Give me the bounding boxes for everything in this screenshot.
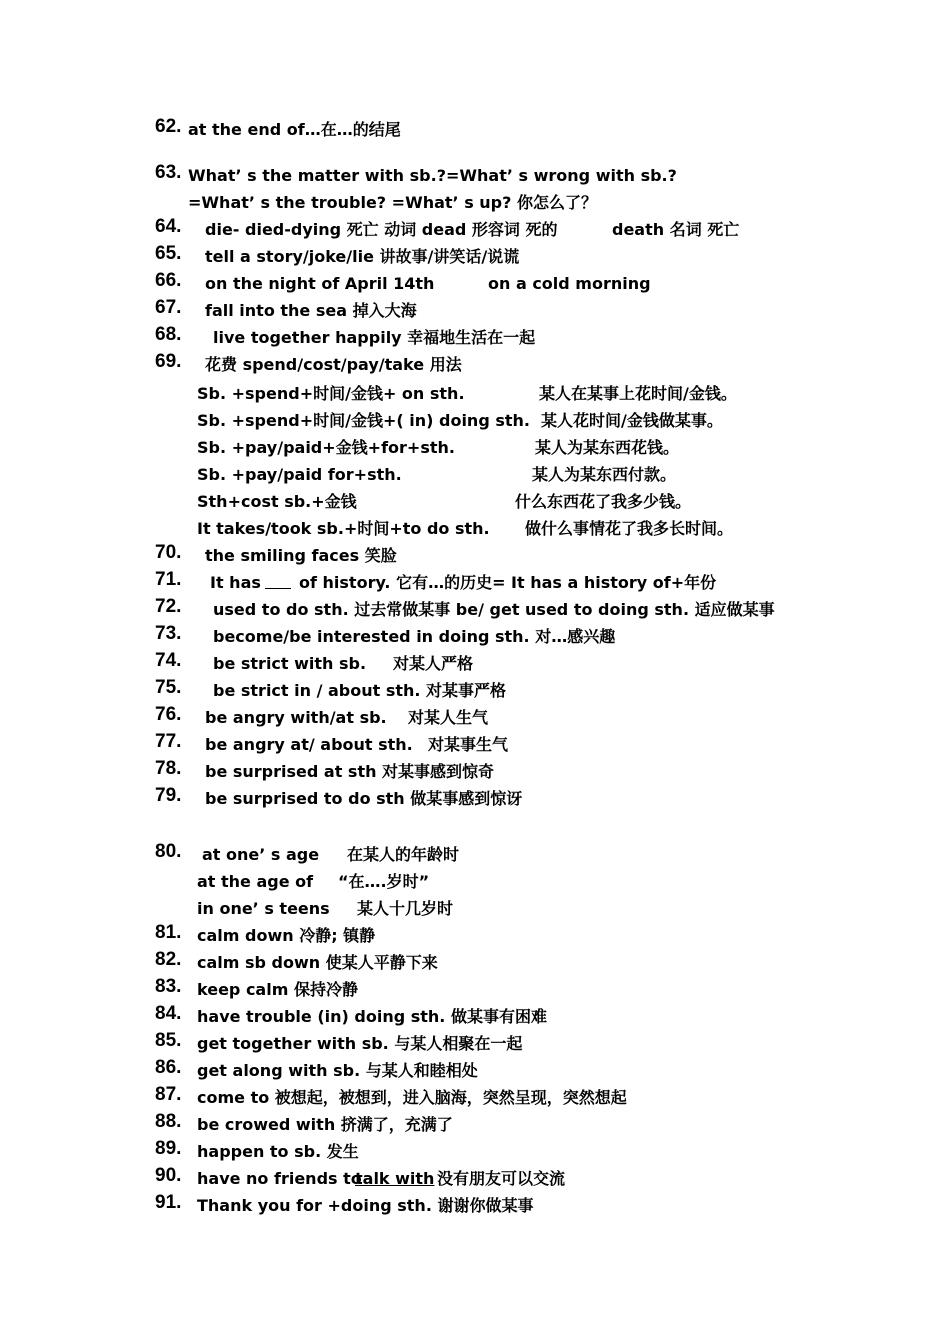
line-text: 没有朋友可以交流	[437, 1169, 566, 1188]
line-text: be strict with sb.	[213, 654, 367, 673]
item-number: 62.	[155, 116, 182, 137]
line-text: What’ s the matter with sb.?=What’ s wrong with sb.?	[188, 166, 677, 185]
document-line	[0, 785, 950, 811]
line-text: the smiling faces 笑脸	[205, 546, 397, 565]
line-text: Thank you for +doing sth. 谢谢你做某事	[197, 1196, 534, 1215]
line-text: 什么东西花了我多少钱。	[515, 492, 692, 511]
document-line	[0, 461, 950, 487]
line-text: 对某人严格	[393, 654, 474, 673]
line-text: be angry at/ about sth.	[205, 735, 413, 754]
line-text: be surprised to do sth 做某事感到惊讶	[205, 789, 523, 808]
document-line	[0, 243, 950, 269]
item-number: 70.	[155, 542, 182, 563]
line-text: get along with sb. 与某人和睦相处	[197, 1061, 478, 1080]
line-text: talk with	[355, 1169, 435, 1188]
line-text: 对某人生气	[408, 708, 489, 727]
line-text: 做什么事情花了我多长时间。	[525, 519, 734, 538]
item-number: 68.	[155, 324, 182, 345]
line-text: keep calm 保持冷静	[197, 980, 358, 999]
line-text: be strict in / about sth. 对某事严格	[213, 681, 507, 700]
document-line	[0, 949, 950, 975]
item-number: 80.	[155, 841, 182, 862]
document-line	[0, 407, 950, 433]
item-number: 78.	[155, 758, 182, 779]
document-line	[0, 1165, 950, 1191]
line-text: used to do sth. 过去常做某事 be/ get used to doing sth. 适应做某事	[213, 600, 775, 619]
line-text: get together with sb. 与某人相聚在一起	[197, 1034, 523, 1053]
line-text: happen to sb. 发生	[197, 1142, 359, 1161]
document-line	[0, 704, 950, 730]
document-line	[0, 216, 950, 242]
line-text: have trouble (in) doing sth. 做某事有困难	[197, 1007, 547, 1026]
document-line	[0, 976, 950, 1002]
line-text: on a cold morning	[488, 274, 651, 293]
line-text: Sth+cost sb.+金钱	[197, 492, 357, 511]
line-text: 对某事生气	[428, 735, 509, 754]
item-number: 81.	[155, 922, 182, 943]
line-text: 在某人的年龄时	[347, 845, 460, 864]
item-number: 86.	[155, 1057, 182, 1078]
document-line	[0, 569, 950, 595]
item-number: 91.	[155, 1192, 182, 1213]
line-text: fall into the sea 掉入大海	[205, 301, 417, 320]
line-text: 某人花时间/金钱做某事。	[541, 411, 723, 430]
document-line	[0, 841, 950, 867]
line-text: have no friends to	[197, 1169, 362, 1188]
line-text: live together happily 幸福地生活在一起	[213, 328, 536, 347]
item-number: 71.	[155, 569, 182, 590]
item-number: 88.	[155, 1111, 182, 1132]
document-line	[0, 1084, 950, 1110]
item-number: 87.	[155, 1084, 182, 1105]
line-text: in one’ s teens	[197, 899, 330, 918]
line-text: It has	[210, 573, 261, 592]
line-text: It takes/took sb.+时间+to do sth.	[197, 519, 490, 538]
line-text: come to 被想起，被想到，进入脑海，突然呈现，突然想起	[197, 1088, 627, 1107]
document-line	[0, 1003, 950, 1029]
document-line	[0, 1138, 950, 1164]
line-text: be crowed with 挤满了，充满了	[197, 1115, 453, 1134]
item-number: 84.	[155, 1003, 182, 1024]
document-line	[0, 1111, 950, 1137]
line-text: Sb. +spend+时间/金钱+( in) doing sth.	[197, 411, 530, 430]
item-number: 83.	[155, 976, 182, 997]
line-text: of history. 它有…的历史= It has a history of+年份	[299, 573, 717, 592]
line-text: 某人在某事上花时间/金钱。	[539, 384, 737, 403]
line-text: death 名词 死亡	[612, 220, 740, 239]
line-text: 某人十几岁时	[357, 899, 454, 918]
line-text: at one’ s age	[202, 845, 320, 864]
document-line	[0, 1030, 950, 1056]
line-text: 某人为某东西花钱。	[535, 438, 680, 457]
line-text: 花费 spend/cost/pay/take 用法	[205, 355, 462, 374]
document-line	[0, 731, 950, 757]
item-number: 82.	[155, 949, 182, 970]
document-line	[0, 758, 950, 784]
line-text: at the end of…在…的结尾	[188, 120, 401, 139]
item-number: 90.	[155, 1165, 182, 1186]
line-text: calm down 冷静; 镇静	[197, 926, 376, 945]
document-line	[0, 297, 950, 323]
line-text: die- died-dying 死亡 动词 dead 形容词 死的	[205, 220, 558, 239]
line-text: become/be interested in doing sth. 对…感兴趣	[213, 627, 616, 646]
document-line	[0, 434, 950, 460]
document-line	[0, 351, 950, 377]
document-line	[0, 623, 950, 649]
line-text: Sb. +spend+时间/金钱+ on sth.	[197, 384, 465, 403]
item-number: 66.	[155, 270, 182, 291]
line-text: =What’ s the trouble? =What’ s up? 你怎么了？	[188, 193, 597, 212]
document-line	[0, 324, 950, 350]
fill-in-blank	[265, 572, 291, 595]
document-line	[0, 189, 950, 215]
line-text: calm sb down 使某人平静下来	[197, 953, 438, 972]
document-line	[0, 116, 950, 142]
document-line	[0, 596, 950, 622]
document-line	[0, 650, 950, 676]
item-number: 67.	[155, 297, 182, 318]
line-text: Sb. +pay/paid+金钱+for+sth.	[197, 438, 455, 457]
line-text: “在….岁时”	[338, 872, 430, 891]
item-number: 77.	[155, 731, 182, 752]
document-line	[0, 868, 950, 894]
item-number: 69.	[155, 351, 182, 372]
document-line	[0, 380, 950, 406]
document-line	[0, 515, 950, 541]
document-line	[0, 922, 950, 948]
item-number: 76.	[155, 704, 182, 725]
item-number: 72.	[155, 596, 182, 617]
item-number: 73.	[155, 623, 182, 644]
document-line	[0, 488, 950, 514]
line-text: Sb. +pay/paid for+sth.	[197, 465, 402, 484]
document-line	[0, 895, 950, 921]
line-text: at the age of	[197, 872, 314, 891]
item-number: 74.	[155, 650, 182, 671]
item-number: 89.	[155, 1138, 182, 1159]
document-line	[0, 677, 950, 703]
item-number: 75.	[155, 677, 182, 698]
document-line	[0, 542, 950, 568]
document-line	[0, 162, 950, 188]
line-text: 某人为某东西付款。	[532, 465, 677, 484]
document-line	[0, 270, 950, 296]
line-text: tell a story/joke/lie 讲故事/讲笑话/说谎	[205, 247, 520, 266]
item-number: 79.	[155, 785, 182, 806]
line-text: on the night of April 14th	[205, 274, 435, 293]
item-number: 85.	[155, 1030, 182, 1051]
item-number: 64.	[155, 216, 182, 237]
document-line	[0, 1057, 950, 1083]
item-number: 63.	[155, 162, 182, 183]
document-line	[0, 1192, 950, 1218]
line-text: be angry with/at sb.	[205, 708, 387, 727]
item-number: 65.	[155, 243, 182, 264]
line-text: be surprised at sth 对某事感到惊奇	[205, 762, 495, 781]
